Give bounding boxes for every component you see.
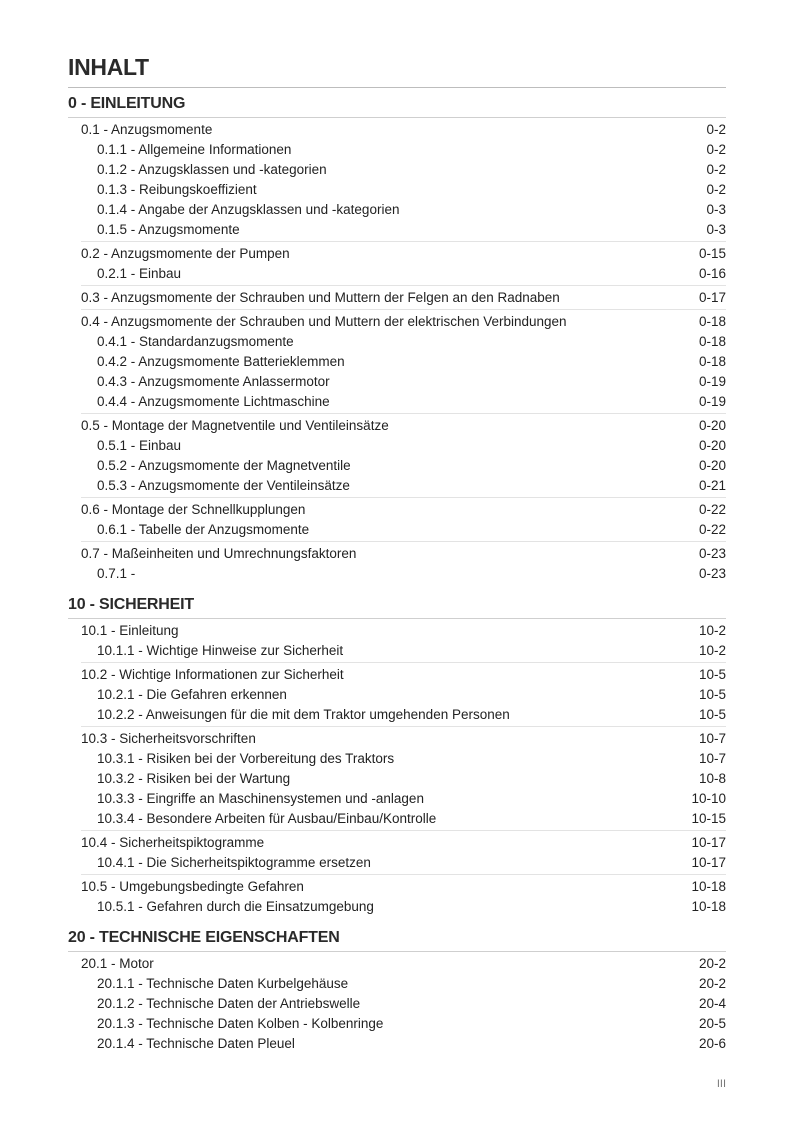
toc-page-ref: 10-5 xyxy=(698,687,726,702)
toc-entry-label: 10.3.2 - Risiken bei der Wartung xyxy=(97,771,291,786)
toc-entry-label: 0.5.2 - Anzugsmomente der Magnetventile xyxy=(97,458,351,473)
toc-subsection[interactable] xyxy=(97,392,726,412)
toc-entry-label: 10.1.1 - Wichtige Hinweise zur Sicherheit xyxy=(97,643,344,658)
toc-section[interactable] xyxy=(81,833,726,853)
toc-entry-label: 20.1 - Motor xyxy=(81,956,154,971)
toc-entry-label: 0.1.4 - Angabe der Anzugsklassen und -kategorien xyxy=(97,202,400,217)
toc-section[interactable] xyxy=(81,729,726,749)
toc-subsection[interactable] xyxy=(97,789,726,809)
toc-page-ref: 0-16 xyxy=(698,266,726,281)
chapter-divider xyxy=(68,117,726,118)
toc-subsection[interactable] xyxy=(97,456,726,476)
toc-section[interactable] xyxy=(81,312,726,332)
toc-subsection[interactable] xyxy=(97,264,726,284)
toc-section[interactable] xyxy=(81,244,726,264)
section-divider xyxy=(81,309,726,310)
toc-page-ref: 0-3 xyxy=(706,202,726,217)
chapter-title: 10 - SICHERHEIT xyxy=(68,596,194,613)
toc-page-ref: 10-18 xyxy=(691,879,726,894)
toc-entry-label: 10.2 - Wichtige Informationen zur Sicherheit xyxy=(81,667,344,682)
toc-page-ref: 20-2 xyxy=(698,976,726,991)
toc-entry-label: 0.2 - Anzugsmomente der Pumpen xyxy=(81,246,290,261)
toc-page-ref: 0-2 xyxy=(706,162,726,177)
toc-subsection[interactable] xyxy=(97,853,726,873)
toc-entry-label: 0.4.2 - Anzugsmomente Batterieklemmen xyxy=(97,354,345,369)
toc-subsection[interactable] xyxy=(97,476,726,496)
toc-page-ref: 0-2 xyxy=(706,122,726,137)
toc-page-ref: 0-2 xyxy=(706,182,726,197)
section-divider xyxy=(81,830,726,831)
toc-subsection[interactable] xyxy=(97,564,726,584)
section-divider xyxy=(81,874,726,875)
toc-entry-label: 20.1.1 - Technische Daten Kurbelgehäuse xyxy=(97,976,349,991)
toc-subsection[interactable] xyxy=(97,1034,726,1054)
toc-entry-label: 0.5.3 - Anzugsmomente der Ventileinsätze xyxy=(97,478,350,493)
toc-page-ref: 20-2 xyxy=(698,956,726,971)
toc-subsection[interactable] xyxy=(97,685,726,705)
toc-page-ref: 10-17 xyxy=(691,835,726,850)
toc-page-ref: 20-6 xyxy=(698,1036,726,1051)
toc-entry-label: 0.1.1 - Allgemeine Informationen xyxy=(97,142,292,157)
toc-page-ref: 10-10 xyxy=(691,791,726,806)
toc-page-ref: 10-7 xyxy=(698,751,726,766)
toc-subsection[interactable] xyxy=(97,641,726,661)
toc-page-ref: 10-18 xyxy=(691,899,726,914)
section-divider xyxy=(81,662,726,663)
toc-page-ref: 0-18 xyxy=(698,354,726,369)
toc-subsection[interactable] xyxy=(97,436,726,456)
section-divider xyxy=(81,285,726,286)
toc-page-ref: 20-5 xyxy=(698,1016,726,1031)
chapter-divider xyxy=(68,618,726,619)
toc-page-ref: 0-20 xyxy=(698,458,726,473)
toc-section[interactable] xyxy=(81,621,726,641)
toc-subsection[interactable] xyxy=(97,1014,726,1034)
toc-page-ref: 10-2 xyxy=(698,623,726,638)
section-divider xyxy=(81,726,726,727)
toc-subsection[interactable] xyxy=(97,974,726,994)
toc-entry-label: 0.1 - Anzugsmomente xyxy=(81,122,213,137)
toc-subsection[interactable] xyxy=(97,180,726,200)
toc-entry-label: 10.4.1 - Die Sicherheitspiktogramme ersetzen xyxy=(97,855,371,870)
title-divider xyxy=(68,87,726,88)
toc-section[interactable] xyxy=(81,500,726,520)
toc-section[interactable] xyxy=(81,544,726,564)
toc-section[interactable] xyxy=(81,416,726,436)
toc-page-ref: 0-23 xyxy=(698,546,726,561)
toc-page-ref: 10-5 xyxy=(698,707,726,722)
toc-subsection[interactable] xyxy=(97,372,726,392)
toc-page-ref: 0-17 xyxy=(698,290,726,305)
toc-entry-label: 0.4 - Anzugsmomente der Schrauben und Muttern der elektrischen Verbindungen xyxy=(81,314,567,329)
toc-page-ref: 10-8 xyxy=(698,771,726,786)
toc-page-ref: 10-7 xyxy=(698,731,726,746)
toc-entry-label: 0.2.1 - Einbau xyxy=(97,266,182,281)
toc-subsection[interactable] xyxy=(97,332,726,352)
toc-section[interactable] xyxy=(81,954,726,974)
toc-page-ref: 10-17 xyxy=(691,855,726,870)
toc-page-ref: 0-19 xyxy=(698,394,726,409)
toc-entry-label: 10.3.3 - Eingriffe an Maschinensystemen und -anlagen xyxy=(97,791,424,806)
toc-entry-label: 20.1.2 - Technische Daten der Antriebswelle xyxy=(97,996,361,1011)
toc-entry-label: 0.7.1 - xyxy=(97,566,136,581)
toc-page-ref: 0-22 xyxy=(698,522,726,537)
chapter-title: 20 - TECHNISCHE EIGENSCHAFTEN xyxy=(68,929,340,946)
toc-section[interactable] xyxy=(81,288,726,308)
toc-entry-label: 20.1.3 - Technische Daten Kolben - Kolbenringe xyxy=(97,1016,384,1031)
toc-entry-label: 0.5 - Montage der Magnetventile und Ventileinsätze xyxy=(81,418,389,433)
toc-subsection[interactable] xyxy=(97,994,726,1014)
section-divider xyxy=(81,241,726,242)
toc-entry-label: 0.6.1 - Tabelle der Anzugsmomente xyxy=(97,522,310,537)
toc-entry-label: 0.4.4 - Anzugsmomente Lichtmaschine xyxy=(97,394,330,409)
toc-entry-label: 10.3 - Sicherheitsvorschriften xyxy=(81,731,256,746)
toc-page-ref: 0-15 xyxy=(698,246,726,261)
toc-page-ref: 0-23 xyxy=(698,566,726,581)
section-divider xyxy=(81,497,726,498)
toc-section[interactable] xyxy=(81,665,726,685)
toc-entry-label: 10.2.2 - Anweisungen für die mit dem Traktor umgehenden Personen xyxy=(97,707,510,722)
toc-subsection[interactable] xyxy=(97,140,726,160)
page-title: INHALT xyxy=(68,54,149,80)
toc-entry-label: 0.6 - Montage der Schnellkupplungen xyxy=(81,502,306,517)
chapter-title: 0 - EINLEITUNG xyxy=(68,95,186,112)
toc-entry-label: 0.4.3 - Anzugsmomente Anlassermotor xyxy=(97,374,330,389)
toc-subsection[interactable] xyxy=(97,749,726,769)
toc-page-ref: 0-3 xyxy=(706,222,726,237)
toc-page-ref: 0-20 xyxy=(698,438,726,453)
toc-page-ref: 10-2 xyxy=(698,643,726,658)
toc-subsection[interactable] xyxy=(97,520,726,540)
toc-page-ref: 0-19 xyxy=(698,374,726,389)
toc-entry-label: 10.4 - Sicherheitspiktogramme xyxy=(81,835,265,850)
toc-subsection[interactable] xyxy=(97,160,726,180)
toc-entry-label: 10.5.1 - Gefahren durch die Einsatzumgebung xyxy=(97,899,374,914)
toc-entry-label: 20.1.4 - Technische Daten Pleuel xyxy=(97,1036,295,1051)
toc-entry-label: 10.1 - Einleitung xyxy=(81,623,179,638)
toc-page-ref: 0-18 xyxy=(698,314,726,329)
chapter-divider xyxy=(68,951,726,952)
toc-entry-label: 0.1.3 - Reibungskoeffizient xyxy=(97,182,257,197)
toc-page-ref: 10-15 xyxy=(691,811,726,826)
toc-subsection[interactable] xyxy=(97,809,726,829)
toc-subsection[interactable] xyxy=(97,220,726,240)
toc-entry-label: 10.3.4 - Besondere Arbeiten für Ausbau/Einbau/Kontrolle xyxy=(97,811,437,826)
toc-subsection[interactable] xyxy=(97,897,726,917)
toc-subsection[interactable] xyxy=(97,352,726,372)
toc-page-ref: 10-5 xyxy=(698,667,726,682)
toc-page-ref: 0-22 xyxy=(698,502,726,517)
toc-page-ref: 0-20 xyxy=(698,418,726,433)
toc-section[interactable] xyxy=(81,877,726,897)
toc-page-ref: 0-2 xyxy=(706,142,726,157)
section-divider xyxy=(81,413,726,414)
toc-subsection[interactable] xyxy=(97,705,726,725)
toc-entry-label: 10.5 - Umgebungsbedingte Gefahren xyxy=(81,879,304,894)
toc-entry-label: 0.3 - Anzugsmomente der Schrauben und Muttern der Felgen an den Radnaben xyxy=(81,290,560,305)
toc-subsection[interactable] xyxy=(97,200,726,220)
toc-page-ref: 20-4 xyxy=(698,996,726,1011)
toc-entry-label: 0.7 - Maßeinheiten und Umrechnungsfaktoren xyxy=(81,546,357,561)
toc-page-ref: 0-21 xyxy=(698,478,726,493)
toc-section[interactable] xyxy=(81,120,726,140)
toc-entry-label: 0.5.1 - Einbau xyxy=(97,438,182,453)
toc-page-ref: 0-18 xyxy=(698,334,726,349)
page-number: III xyxy=(716,1078,726,1090)
toc-subsection[interactable] xyxy=(97,769,726,789)
toc-entry-label: 10.3.1 - Risiken bei der Vorbereitung des Traktors xyxy=(97,751,395,766)
toc-entry-label: 0.1.2 - Anzugsklassen und -kategorien xyxy=(97,162,327,177)
toc-entry-label: 10.2.1 - Die Gefahren erkennen xyxy=(97,687,287,702)
toc-entry-label: 0.1.5 - Anzugsmomente xyxy=(97,222,240,237)
toc-entry-label: 0.4.1 - Standardanzugsmomente xyxy=(97,334,294,349)
section-divider xyxy=(81,541,726,542)
